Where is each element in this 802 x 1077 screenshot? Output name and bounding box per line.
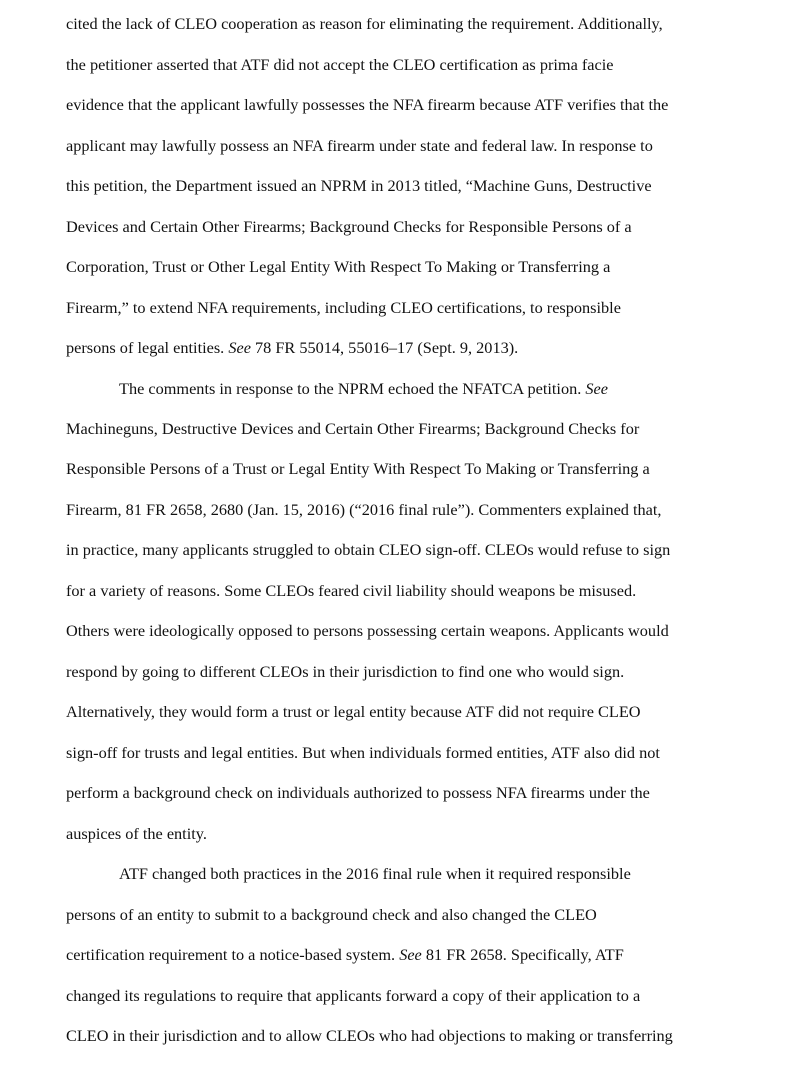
text-line: Devices and Certain Other Firearms; Background Checks for Responsible Persons of a (66, 217, 632, 236)
paragraph-first-line: ATF changed both practices in the 2016 final rule when it required responsible (119, 864, 631, 883)
text-line: in practice, many applicants struggled to obtain CLEO sign-off. CLEOs would refuse to sign (66, 540, 671, 559)
citation-signal: See (585, 379, 608, 398)
text-segment: certification requirement to a notice-based system. (66, 945, 400, 964)
text-line: the petitioner asserted that ATF did not accept the CLEO certification as prima facie (66, 55, 614, 74)
citation-text: 78 FR 55014, 55016–17 (Sept. 9, 2013). (250, 338, 519, 357)
text-line: Alternatively, they would form a trust or legal entity because ATF did not require CLEO (66, 702, 641, 721)
text-line: persons of an entity to submit to a background check and also changed the CLEO (66, 905, 597, 924)
citation-text: 81 FR 2658. Specifically, ATF (421, 945, 624, 964)
text-line: for a variety of reasons. Some CLEOs feared civil liability should weapons be misused. (66, 581, 637, 600)
text-line: perform a background check on individuals authorized to possess NFA firearms under the (66, 783, 650, 802)
text-line: Firearm, 81 FR 2658, 2680 (Jan. 15, 2016) (“2016 final rule”). Commenters explained that, (66, 500, 662, 519)
text-line: Corporation, Trust or Other Legal Entity With Respect To Making or Transferring a (66, 257, 611, 276)
text-line: this petition, the Department issued an NPRM in 2013 titled, “Machine Guns, Destructive (66, 176, 652, 195)
text-line: auspices of the entity. (66, 824, 207, 843)
text-line: changed its regulations to require that applicants forward a copy of their application to a (66, 986, 641, 1005)
text-segment: The comments in response to the NPRM echoed the NFATCA petition. (119, 379, 586, 398)
citation-signal: See (228, 338, 251, 357)
text-line: Machineguns, Destructive Devices and Certain Other Firearms; Background Checks for (66, 419, 640, 438)
text-line: Others were ideologically opposed to persons possessing certain weapons. Applicants would (66, 621, 669, 640)
text-line: respond by going to different CLEOs in their jurisdiction to find one who would sign. (66, 662, 625, 681)
text-line: Firearm,” to extend NFA requirements, including CLEO certifications, to responsible (66, 298, 621, 317)
text-line (66, 945, 624, 965)
text-line: cited the lack of CLEO cooperation as reason for eliminating the requirement. Additionally, (66, 14, 663, 33)
text-segment: persons of legal entities. (66, 338, 229, 357)
text-line (66, 338, 518, 358)
text-line: sign-off for trusts and legal entities. But when individuals formed entities, ATF also did not (66, 743, 660, 762)
text-line: evidence that the applicant lawfully possesses the NFA firearm because ATF verifies that the (66, 95, 669, 114)
text-line: CLEO in their jurisdiction and to allow CLEOs who had objections to making or transferring (66, 1026, 673, 1045)
text-line: applicant may lawfully possess an NFA firearm under state and federal law. In response to (66, 136, 653, 155)
text-line: Responsible Persons of a Trust or Legal Entity With Respect To Making or Transferring a (66, 459, 650, 478)
citation-signal: See (399, 945, 422, 964)
paragraph-first-line (119, 379, 608, 399)
